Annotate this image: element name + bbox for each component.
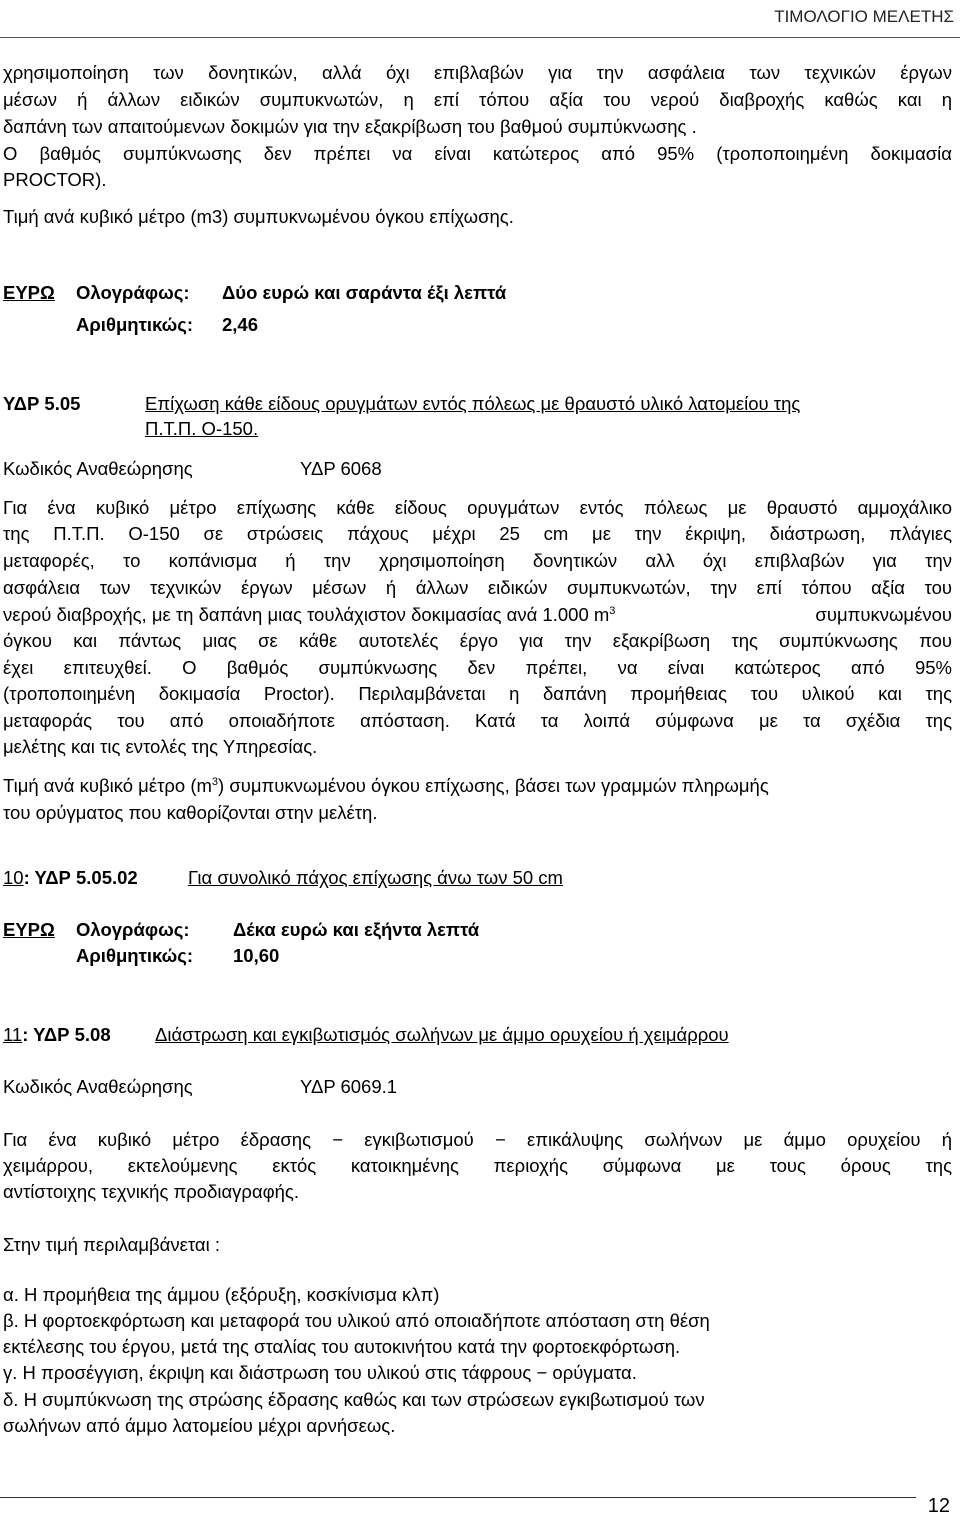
document-header-title: ΤΙΜΟΛΟΓΙΟ ΜΕΛΕΤΗΣ <box>774 7 954 26</box>
price2-currency: ΕΥΡΩ <box>3 919 55 940</box>
desc-line: μεταφορές, το κοπάνισμα ή την χρησιμοποίηση δονητικών αλλ όχι επιβλαβών για την <box>3 550 952 571</box>
revision-code: ΥΔΡ 6068 <box>300 458 382 479</box>
price1-currency: ΕΥΡΩ <box>3 282 55 303</box>
desc-line: έχει επιτευχθεί. Ο βαθμός συμπύκνωσης δεν πρέπει, να είναι κατώτερος από 95% <box>3 657 952 678</box>
price1-numeric-value: 2,46 <box>222 314 259 335</box>
subitem-code: : ΥΔΡ 5.08 <box>22 1024 111 1045</box>
subitem-title: Για συνολικό πάχος επίχωσης άνω των 50 cm <box>188 867 563 888</box>
subitem-code: : ΥΔΡ 5.05.02 <box>23 867 138 888</box>
subitem-number: 11 <box>3 1024 23 1045</box>
includes-item: β. Η φορτοεκφόρτωση και μεταφορά του υλικού από οποιαδήποτε απόσταση στη θέση <box>3 1310 710 1331</box>
includes-item: α. Η προμήθεια της άμμου (εξόρυξη, κοσκίνισμα κλπ) <box>3 1284 440 1305</box>
item-title: Επίχωση κάθε είδους ορυγμάτων εντός πόλεως με θραυστό υλικό λατομείου της <box>145 393 801 414</box>
intro-line: χρησιμοποίηση των δονητικών, αλλά όχι επιβλαβών για την ασφάλεια των τεχνικών έργων <box>3 62 952 83</box>
price1-words-label: Ολογράφως: <box>76 282 190 303</box>
price1-words-value: Δύο ευρώ και σαράντα έξι λεπτά <box>222 282 507 303</box>
desc-line: μεταφοράς του από οποιαδήποτε απόσταση. Κατά τα λοιπά σύμφωνα με τα σχέδια της <box>3 710 952 731</box>
price-basis-line2: του ορύγματος που καθορίζονται στην μελέτη. <box>3 802 378 823</box>
intro-line: PROCTOR). <box>3 169 107 190</box>
includes-item: δ. Η συμπύκνωση της στρώσης έδρασης καθώς και των στρώσεων εγκιβωτισμού των <box>3 1389 705 1410</box>
superscript: 3 <box>211 775 219 788</box>
desc-line: ασφάλεια των τεχνικών έργων μέσων ή άλλων ειδικών συμπυκνωτών, την επί τόπου αξία του <box>3 577 952 598</box>
header-divider <box>0 37 960 38</box>
subitem-heading <box>3 867 138 889</box>
includes-item: σωλήνων από άμμο λατομείου μέχρι αρνήσεως. <box>3 1415 396 1436</box>
desc-line-text: νερού διαβροχής, με τη δαπάνη μιας τουλάχιστον δοκιμασίας ανά 1.000 m <box>3 604 610 625</box>
price-basis-tail: ) συμπυκνωμένου όγκου επίχωσης, βάσει των γραμμών πληρωμής <box>218 775 769 796</box>
price2-numeric-label: Αριθμητικώς: <box>76 945 194 966</box>
price1-numeric-label: Αριθμητικώς: <box>76 314 194 335</box>
includes-item: γ. Η προσέγγιση, έκριψη και διάστρωση του υλικού στις τάφρους − ορύγματα. <box>3 1362 637 1383</box>
price-basis-text: Τιμή ανά κυβικό μέτρο (m <box>3 775 212 796</box>
desc-line: της Π.Τ.Π. Ο-150 σε στρώσεις πάχους μέχρι 25 cm με την έκριψη, διάστρωση, πλάγιες <box>3 523 952 544</box>
price2-words-value: Δέκα ευρώ και εξήντα λεπτά <box>233 919 480 940</box>
subitem-number: 10 <box>3 867 24 888</box>
price2-words-label: Ολογράφως: <box>76 919 190 940</box>
revision-code: ΥΔΡ 6069.1 <box>300 1076 398 1097</box>
intro-unit-price: Τιμή ανά κυβικό μέτρο (m3) συμπυκνωμένου όγκου επίχωσης. <box>3 206 514 227</box>
desc-line: (τροποποιημένη δοκιμασία Proctor). Περιλαμβάνεται η δαπάνη προμήθειας του υλικού και της <box>3 683 952 704</box>
intro-line: Ο βαθμός συμπύκνωσης δεν πρέπει να είναι κατώτερος από 95% (τροποποιημένη δοκιμασία <box>3 143 952 164</box>
revision-label: Κωδικός Αναθεώρησης <box>3 458 193 479</box>
includes-label: Στην τιμή περιλαμβάνεται : <box>3 1234 220 1255</box>
subitem-heading <box>3 1024 111 1046</box>
superscript: 3 <box>609 604 616 617</box>
price2-numeric-value: 10,60 <box>233 945 280 966</box>
intro-line: δαπάνη των απαιτούμενων δοκιμών για την εξακρίβωση του βαθμού συμπύκνωσης . <box>3 116 697 137</box>
desc-line: Για ένα κυβικό μέτρο έδρασης − εγκιβωτισμού − επικάλυψης σωλήνων με άμμο ορυχείου ή <box>3 1129 952 1150</box>
price-basis-line <box>3 775 952 797</box>
footer-divider <box>0 1497 916 1498</box>
intro-line: μέσων ή άλλων ειδικών συμπυκνωτών, η επί τόπου αξία του νερού διαβροχής καθώς και η <box>3 89 952 110</box>
includes-item: εκτέλεσης του έργου, μετά της σταλίας του αυτοκινήτου κατά την φορτοεκφόρτωση. <box>3 1336 681 1357</box>
desc-line: μελέτης και τις εντολές της Υπηρεσίας. <box>3 736 318 757</box>
desc-line: όγκου και πάντως μιας σε κάθε αυτοτελές έργο για την εξακρίβωση της συμπύκνωσης που <box>3 630 952 651</box>
desc-line: Για ένα κυβικό μέτρο επίχωσης κάθε είδους ορυγμάτων εντός πόλεως με θραυστό αμμοχάλικο <box>3 497 952 518</box>
page-number: 12 <box>927 1495 950 1517</box>
desc-line: αντίστοιχης τεχνικής προδιαγραφής. <box>3 1181 299 1202</box>
item-code: ΥΔΡ 5.05 <box>3 393 81 414</box>
desc-line-tail: συμπυκνωμένου <box>815 604 952 625</box>
desc-line: χειμάρρου, εκτελούμενης εκτός κατοικημένης περιοχής σύμφωνα με τους όρους της <box>3 1155 952 1176</box>
desc-line-with-sup <box>3 604 952 626</box>
subitem-title: Διάστρωση και εγκιβωτισμός σωλήνων με άμμο ορυχείου ή χειμάρρου <box>155 1024 729 1045</box>
item-title-cont: Π.Τ.Π. Ο-150. <box>145 418 259 439</box>
revision-label: Κωδικός Αναθεώρησης <box>3 1076 193 1097</box>
